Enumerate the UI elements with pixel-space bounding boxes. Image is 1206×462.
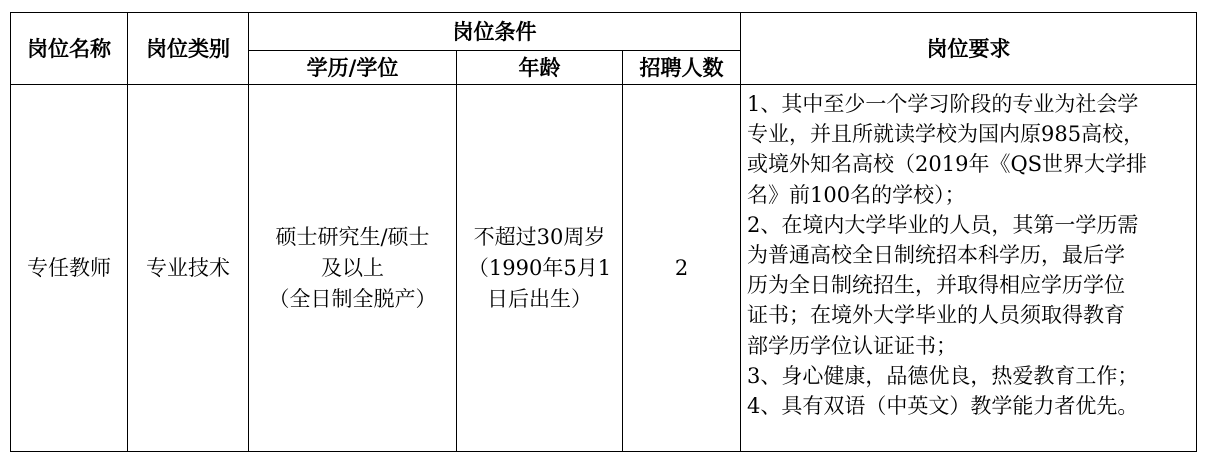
header-education: 学历/学位: [249, 51, 457, 85]
cell-job-name: 专任教师: [11, 85, 128, 452]
requirement-line: 2、在境内大学毕业的人员，其第一学历需: [747, 212, 1139, 237]
requirement-line: 历为全日制统招生，并取得相应学历学位: [747, 273, 1126, 298]
requirement-line: 为普通高校全日制统招本科学历，最后学: [747, 243, 1126, 268]
header-requirements: 岗位要求: [741, 13, 1197, 85]
header-job-type: 岗位类别: [128, 13, 249, 85]
requirement-line: 4、具有双语（中英文）教学能力者优先。: [747, 394, 1139, 419]
requirement-line: 专业，并且所就读学校为国内原985高校，: [747, 122, 1145, 147]
age-line: （1990年5月1: [467, 255, 612, 280]
education-line: 硕士研究生/硕士: [275, 224, 430, 249]
requirement-line: 或境外知名高校（2019年《QS世界大学排: [747, 152, 1148, 177]
requirement-line: 3、身心健康，品德优良，热爱教育工作；: [747, 363, 1139, 388]
requirement-line: 部学历学位认证证书；: [747, 333, 958, 358]
education-line: 及以上: [321, 255, 384, 280]
cell-headcount: 2: [623, 85, 741, 452]
header-job-name: 岗位名称: [11, 13, 128, 85]
requirement-line: 1、其中至少一个学习阶段的专业为社会学: [747, 92, 1139, 116]
cell-job-type: 专业技术: [128, 85, 249, 452]
header-headcount: 招聘人数: [623, 51, 741, 85]
table-row: [11, 85, 1197, 452]
cell-requirements: [741, 85, 1197, 452]
cell-education: [249, 85, 457, 452]
education-line: （全日制全脱产）: [268, 286, 437, 311]
age-line: 日后出生）: [487, 286, 592, 311]
header-age: 年龄: [457, 51, 623, 85]
job-requirements-table: [10, 12, 1197, 452]
cell-age: [457, 85, 623, 452]
age-line: 不超过30周岁: [473, 224, 606, 249]
header-row-1: [11, 13, 1197, 51]
header-conditions: 岗位条件: [249, 13, 741, 51]
requirement-line: 证书；在境外大学毕业的人员须取得教育: [747, 303, 1126, 328]
requirement-line: 名》前100名的学校）；: [747, 182, 966, 207]
